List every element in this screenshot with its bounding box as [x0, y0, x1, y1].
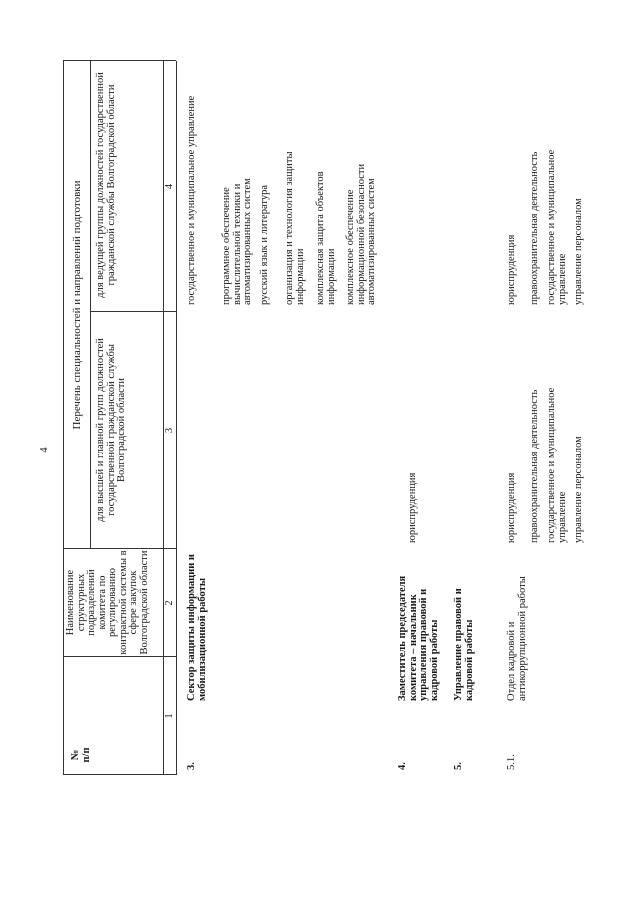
table-col-divider-1	[63, 656, 176, 657]
row-5-number: 5.	[453, 762, 464, 770]
row-5-1-col4-item-2: правоохранительная деятельность	[529, 151, 540, 305]
table-number-row-bottom	[176, 61, 177, 775]
header-leading-group: для ведущей группы должностей государственной гражданской службы Волгоградской области	[95, 72, 117, 298]
table-border-top	[63, 61, 64, 775]
row-3-name: Сектор защиты информации и мобилизационной работы	[186, 554, 208, 701]
header-higher-groups: для высшей и главной групп должностей государственной гражданской службы Волгоградской области	[95, 338, 127, 522]
table-col-divider-3	[90, 311, 176, 312]
row-3-number: 3.	[186, 762, 197, 770]
row-5-1-number: 5.1.	[506, 754, 517, 770]
header-specialties-title: Перечень специальностей и направлений подготовки	[71, 180, 83, 430]
row-3-col4-item-6: комплексное обеспечение информационной безопасности автоматизированных систем	[345, 163, 377, 305]
header-number-1: 1	[164, 713, 175, 719]
row-5-name: Управление правовой и кадровой работы	[453, 588, 475, 701]
row-3-col4-item-5: комплексная защита объектов информации	[315, 171, 337, 305]
header-number-4: 4	[164, 183, 175, 190]
row-5-1-col4-item-4: управление персоналом	[573, 198, 584, 305]
row-4-number: 4.	[397, 762, 408, 770]
row-5-1-col3-item-2: правоохранительная деятельность	[529, 389, 540, 543]
row-5-1-col3-item-4: управление персоналом	[573, 436, 584, 543]
header-number-2: 2	[164, 600, 175, 606]
table-border-right	[63, 60, 176, 61]
row-3-col4-item-1: государственное и муниципальное управление	[186, 95, 197, 305]
table-col-divider-2	[63, 548, 176, 549]
table-border-left	[63, 774, 176, 775]
header-num-col: № п/п	[70, 747, 92, 763]
row-5-1-col3-item-3: государственное и муниципальное управление	[546, 387, 568, 543]
row-3-col4-item-2: программное обеспечение вычислительной техники и автоматизированных систем	[221, 178, 253, 305]
table-span-divider	[90, 61, 91, 549]
header-structural-units: Наименование структурных подразделений комитета по регулированию контрактной системы в сфере закупок Волгоградской области	[65, 550, 150, 655]
row-5-1-col4-item-3: государственное и муниципальное управление	[546, 149, 568, 305]
row-4-name: Заместитель председателя комитета – начальник управления правовой и кадровой работы	[397, 575, 440, 701]
row-3-col4-item-3: русский язык и литература	[259, 184, 270, 305]
row-5-1-name: Отдел кадровой и антикоррупционной работы	[506, 576, 528, 701]
header-number-3: 3	[164, 427, 175, 434]
row-3-col4-item-4: организация и технология защиты информации	[284, 151, 306, 305]
page-number: 4	[39, 447, 50, 453]
row-5-1-col3-item-1: юриспруденция	[506, 472, 517, 543]
table-header-bottom	[163, 61, 164, 775]
row-4-col3-item-1: юриспруденция	[407, 472, 418, 543]
row-5-1-col4-item-1: юриспруденция	[506, 234, 517, 305]
